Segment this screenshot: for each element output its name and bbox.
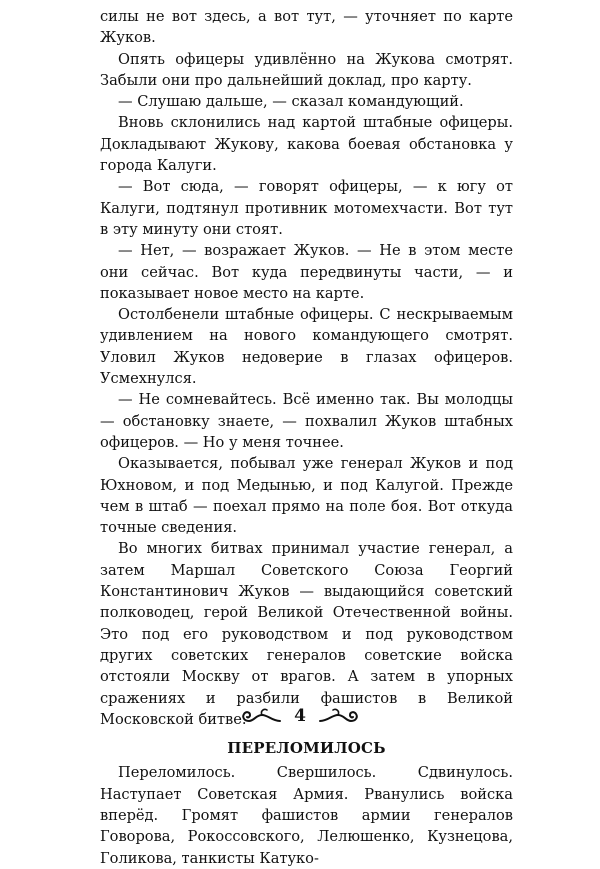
paragraph: Оказывается, побывал уже генерал Жуков и под Юхновом, и под Медынью, и под Калугой. Прежде чем в штаб — поехал прямо на поле боя. Вот откуда точные сведения. [100,455,513,537]
paragraph: Вновь склонились над картой штабные офицеры. Докладывают Жукову, какова боевая обстановка у города Калуги. [100,114,513,175]
page-number: 4 [294,706,306,726]
paragraph: Переломилось. Свершилось. Сдвинулось. Наступает Советская Армия. Рванулись войска вперёд. Громят фашистов армии генералов Говорова, Рокоссовского, Лелюшенко, Кузнецова, Голикова, танкисты Катуко- [100,764,513,867]
paragraph: Во многих битвах принимал участие генерал, а затем Маршал Советского Союза Георгий Константинович Жуков — выдающийся советский полководец, герой Великой Отечественной войны. Это под его руководством и под руководством других советских генералов советские войска отстояли Москву от врагов. А затем в упорных сражениях и разбили фашистов в Великой Московской битве. [100,540,513,728]
swirl-ornament-right-icon [318,705,362,727]
paragraph: силы не вот здесь, а вот тут, — уточняет по карте Жуков. [100,8,513,47]
paragraph: — Вот сюда, — говорят офицеры, — к югу от Калуги, подтянул противник мотомехчасти. Вот тут в эту минуту они стоят. [100,178,513,238]
paragraph: Остолбенели штабные офицеры. С нескрываемым удивлением на нового командующего смотрят. Уловил Жуков недоверие в глазах офицеров. Усмехнулся. [100,306,513,388]
paragraph: Опять офицеры удивлённо на Жукова смотрят. Забыли они про дальнейший доклад, про карту. [100,50,513,89]
paragraph: — Слушаю дальше, — сказал командующий. [118,93,464,111]
swirl-ornament-left-icon [238,705,282,727]
paragraph: — Нет, — возражает Жуков. — Не в этом месте они сейчас. Вот куда передвинуты части, — и показывает новое место на карте. [100,242,513,302]
page-body [100,6,513,869]
paragraph: — Не сомневайтесь. Всё именно так. Вы молодцы — обстановку знаете, — похвалил Жуков штабных офицеров. — Но у меня точнее. [100,391,513,451]
section-heading: ПЕРЕЛОМИЛОСЬ [227,739,386,758]
page-footer [0,700,600,732]
